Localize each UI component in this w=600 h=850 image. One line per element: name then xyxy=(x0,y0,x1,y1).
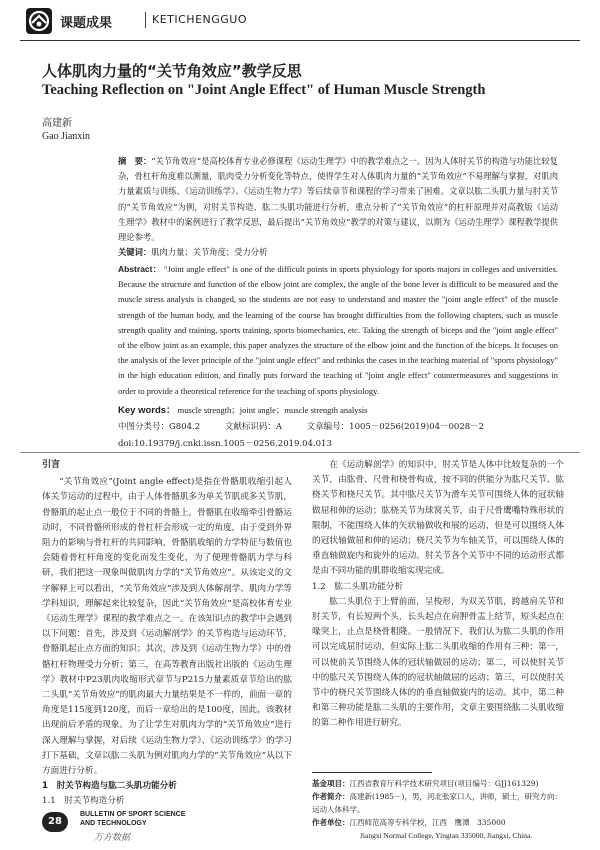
article-number: 文章编号：1005－0256(2019)04－0028－2 xyxy=(306,422,485,432)
title-zh: 人体肌肉力量的“关节角效应”教学反思 xyxy=(42,62,302,80)
journal-line-2: AND TECHNOLOGY xyxy=(80,820,147,827)
unit-en: Jiangxi Normal College, Yingtan 335000, Jiangxi, China. xyxy=(360,831,533,840)
fund-text: 江西省教育厅科学技术研究项目(项目编号：GJJ161329) xyxy=(349,779,539,788)
unit-label: 作者单位： xyxy=(312,818,350,827)
abstract-zh xyxy=(118,154,558,260)
column-separator xyxy=(145,12,146,28)
page-number: 28 xyxy=(42,812,68,832)
abstract-en xyxy=(118,262,558,399)
intro-heading: 引言 xyxy=(42,460,61,470)
journal-logo-icon xyxy=(26,8,52,34)
keywords-en: muscle strength；joint angle；muscle strength analysis xyxy=(177,405,368,415)
column-name-en: KETICHENGGUO xyxy=(152,13,248,26)
header-rule xyxy=(20,40,580,41)
abstract-en-text: "Joint angle effect" is one of the difficult points in sports physiology for sports majors in colleges and universities. Because the structure and function of the elbow joint are complex, the angle of the bone lever is difficult to be measured and the muscle stress analysis is changed, so the students are not easy to understand and master the "joint angle effect" of the muscle strength of the human body, and the learning of the course has brought difficulties from the following chapters, such as muscle strength quality and training, sports training, sports biomechanics, etc. Taking the strength of biceps and the "joint angle effect" of the elbow joint as an example, this paper analyzes the structure of the elbow joint and the function of the biceps. It focuses on the analysis of the lever principle of the "joint angle effect" and rethinks the cases in the teaching material of "sports physiology" in the high education edition, and finally puts forward the teaching of "joint angle effect" countermeasures and suggestions in order to provide a theoretical reference for the teaching of sports physiology. xyxy=(118,264,558,396)
journal-line-1: BULLETIN OF SPORT SCIENCE xyxy=(80,811,186,818)
unit-zh: 江西师范高等专科学校，江西 鹰潭 335000 xyxy=(349,818,506,827)
doi: doi:10.19379/j.cnki.issn.1005－0256.2019.04.013 xyxy=(118,439,332,449)
classification-row xyxy=(118,420,558,432)
section-divider xyxy=(20,452,580,453)
body-right-column xyxy=(312,458,564,732)
section-1-heading: 1 肘关节构造与肱二头肌功能分析 xyxy=(42,781,177,792)
keywords-zh-label: 关键词： xyxy=(118,247,152,258)
body-left-column xyxy=(42,458,292,810)
title-en: Teaching Reflection on "Joint Angle Effect" of Human Muscle Strength xyxy=(42,82,486,98)
author-bio: 高建新(1985－)，男，河北张家口人，讲师，硕士，研究方向：运动人体科学。 xyxy=(312,792,562,814)
section-1-1-paragraph: 在《运动解剖学》的知识中，肘关节是人体中比较复杂的一个关节，由肱骨、尺骨和桡骨构成，按不同的供能分为肱尺关节、肱桡关节和桡尺关节。其中肱尺关节为滑车关节可围绕人体的冠状轴做屈和伸的运动；肱桡关节为球窝关节，由于尺骨鹰嘴特殊形状的限制，不能围绕人体的矢状轴做收和展的运动，但是可以围绕人体的冠状轴做屈和伸的运动；桡尺关节为车轴关节，可以围绕人体的垂直轴做旋内和旋外的运动。肘关节各个关节中不同的运动形式都是由不同功能的肌群收缩实现完成。 xyxy=(312,460,564,577)
footnote-rule xyxy=(312,772,432,773)
section-1-2-paragraph: 肱二头肌位于上臂前面，呈梭形，为双关节肌，跨越肩关节和肘关节，有长短两个头，长头起点在肩胛骨盂上结节，短头起点在喙突上，止点是桡骨粗隆。一般情况下，我们认为肱二头肌的作用可以完成屈肘运动，但实际上肱二头肌收缩的作用有三种：第一，可以使前关节围绕人体的冠状轴做屈的运动；第二，可以使肘关节中的肱尺关节围绕人体的的冠状轴做屈的运动；第三，可以使肘关节中的桡尺关节围绕人体的的垂直轴做旋内的运动。其中，第二种和第三种功能是肱二头肌的主要作用，文章主要围绕肱二头肌收缩的第二种作用进行研究。 xyxy=(312,596,564,729)
doc-code: 文献标识码：A xyxy=(224,422,282,432)
clc-code: 中图分类号：G804.2 xyxy=(118,422,201,432)
column-name: 课题成果 xyxy=(60,16,113,31)
abstract-en-label: Abstract： xyxy=(118,264,162,274)
keywords-zh: 肌肉力量；关节角度；受力分析 xyxy=(151,247,268,258)
keywords-en-row xyxy=(118,402,558,416)
journal-name xyxy=(80,810,185,828)
section-1-2-heading: 1.2 肱二头肌功能分析 xyxy=(312,581,404,592)
column-header xyxy=(0,0,600,46)
footnotes xyxy=(312,777,564,842)
abstract-zh-label: 摘 要： xyxy=(118,156,152,166)
keywords-en-label: Key words： xyxy=(118,405,176,416)
abstract-zh-text: “关节角效应”是高校体育专业必修课程《运动生理学》中的教学难点之一。因为人体肘关节的构造与功能比较复杂，骨杠杆角度难以测量，肌肉受力分析变化等特点，使得学生对人体肌肉力量的“关节角效应”不易理解与掌握，对肌肉力量素质与训练、《运动训练学》、《运动生物力学》等后续章节和课程的学习带来了困难。文章以肱二头肌力量与肘关节的“关节角效应”为例，对肘关节构造、肱二头肌功能进行分析，重点分析了“关节角效应”的杠杆原理并对高教版《运动生理学》教材中的案例进行了教学反思，最后提出“关节角效应”教学的对策与建议，以期为《运动生理学》课程教学提供理论参考。 xyxy=(118,156,558,243)
section-1-1-heading: 1.1 肘关节构造分析 xyxy=(42,796,125,807)
author-bio-label: 作者简介： xyxy=(312,792,350,801)
watermark: 万方数据 xyxy=(94,833,131,843)
author-en: Gao Jianxin xyxy=(42,131,91,142)
intro-paragraph: “关节角效应”(Joint angle effect)是指在骨骼肌收缩引起人体关节运动的过程中，由于人体骨骼肌多为单关节肌或多关节肌，骨骼肌的起止点一般位于不同的骨骼上，骨骼肌在收缩牵引骨骼运动时，不同骨骼所形成的骨杠杆会形成一定的角度，由于受到外界阻力的影响与骨杠杆的共同影响，骨骼肌收缩的力学特征与数值也会随着骨杠杆角度的变化而发生变化，为了便理骨骼肌力学与科研，我们把这一现象叫做肌肉力学的“关节角效应”。从该定义的文字解释上可以看出，“关节角效应”涉及到人体解剖学、肌肉力学等学科知识，理解起来比较复杂，因此“关节角效应”是高校体育专业《运动生理学》课程的教学难点之一。在该知识点的教学中会遇到以下问题：首先，涉及到《运动解剖学》的关节构造与运动环节，骨骼肌起止点方面的知识；其次，涉及到《运动生物力学》中的骨骼杠杆物理受力分析；第三，在高等教育出版社出版的《运动生理学》教材中P23肌肉收缩形式章节与P215力量素质章节给出的肱二头肌“关节角效应”的肌肉最大力量结果是不一样的，前面一章的角度是115度到120度，而后一章给出的是100度，因此，该教材出现前后矛盾的现象。为了让学生对肌肉力学的“关节角效应”进行深入理解与掌握，对后续《运动生物力学》、《运动训练学》的学习打下基础，文章以肱二头肌为例对肌肉力学的“关节角效应”从以下方面进行分析。 xyxy=(42,477,292,777)
fund-label: 基金项目： xyxy=(312,779,350,788)
author-zh: 高建新 xyxy=(42,118,72,129)
